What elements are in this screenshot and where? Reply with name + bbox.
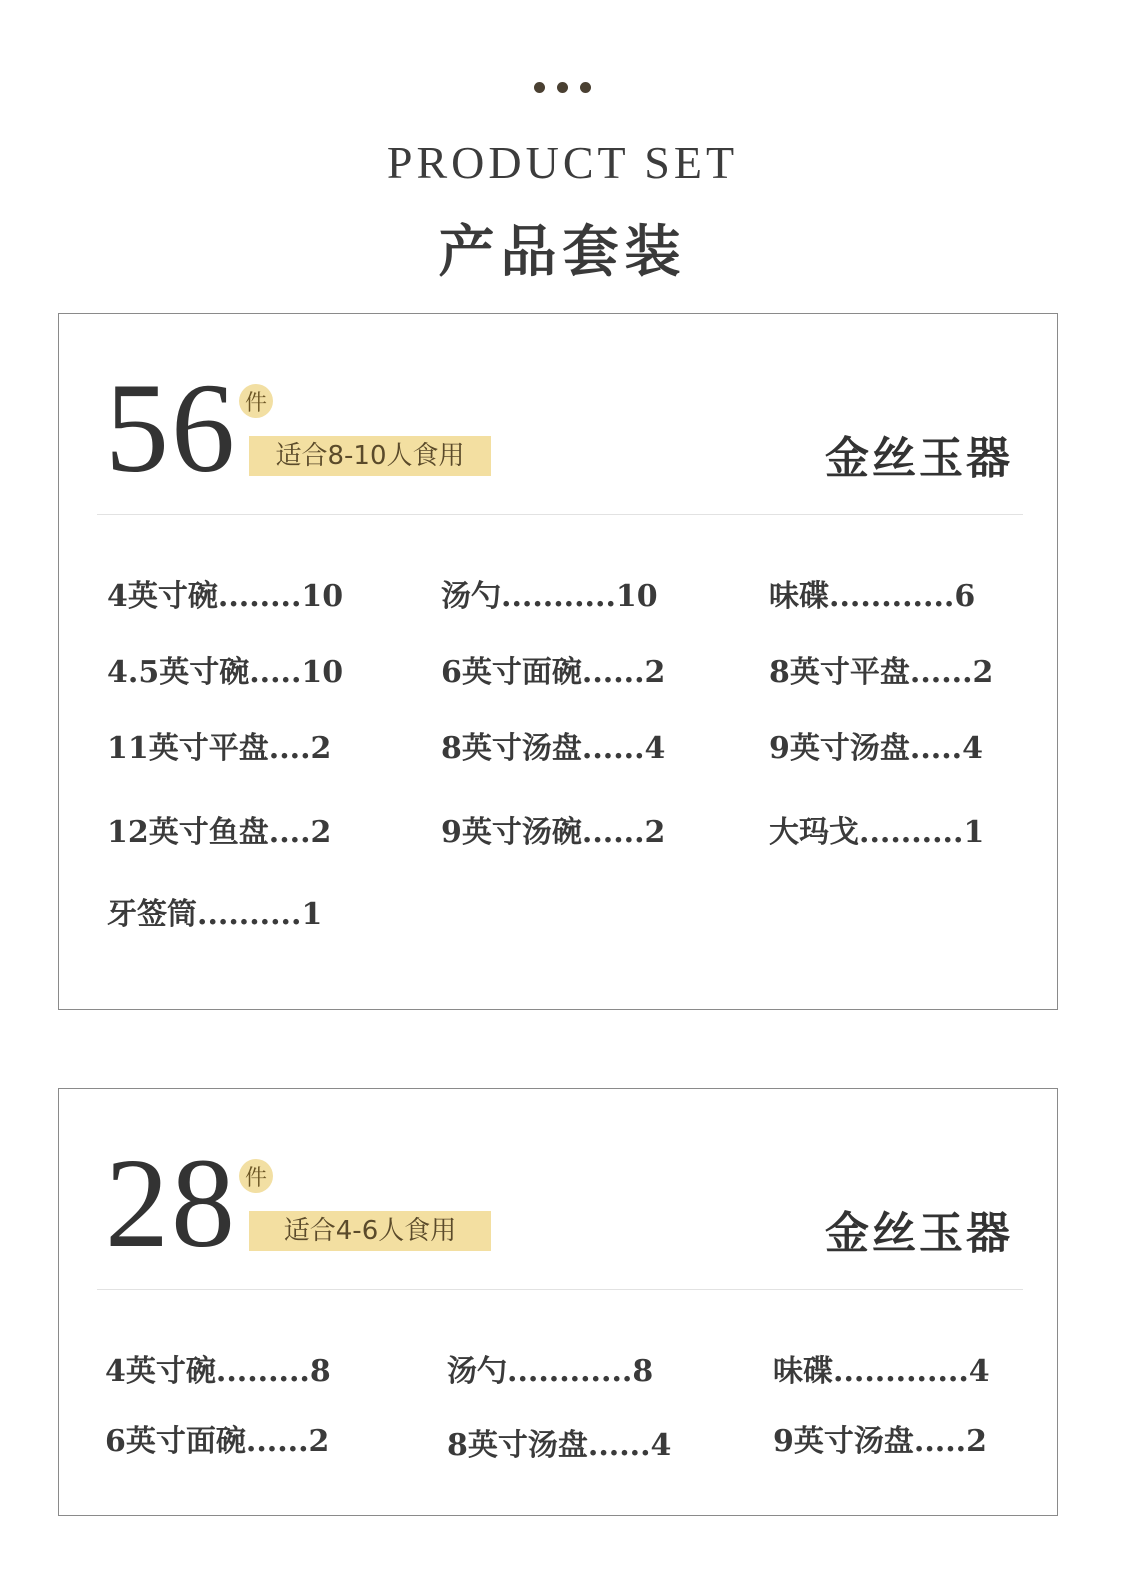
dot-icon	[557, 82, 568, 93]
list-item: 8英寸平盘......2	[769, 655, 994, 690]
list-item: 9英寸汤碗......2	[441, 815, 666, 850]
list-item: 汤勺...........10	[441, 579, 658, 614]
title-english: PRODUCT SET	[386, 137, 739, 188]
list-item: 8英寸汤盘......4	[441, 731, 666, 766]
list-item: 6英寸面碗......2	[105, 1424, 330, 1459]
product-set-card-28	[58, 1088, 1058, 1516]
dot-icon	[580, 82, 591, 93]
list-item: 4英寸碗........10	[107, 579, 344, 614]
list-item: 味碟.............4	[773, 1354, 990, 1389]
list-item: 6英寸面碗......2	[441, 655, 666, 690]
unit-badge: 件	[239, 1159, 273, 1193]
divider	[97, 514, 1023, 515]
list-item: 4英寸碗.........8	[105, 1354, 331, 1389]
list-item: 大玛戈..........1	[769, 815, 985, 850]
unit-badge: 件	[239, 384, 273, 418]
list-item: 9英寸汤盘.....2	[773, 1424, 987, 1459]
list-item: 牙签筒..........1	[107, 897, 323, 932]
serving-tag: 适合8-10人食用	[249, 436, 491, 476]
list-item: 味碟............6	[769, 579, 976, 614]
list-item: 11英寸平盘....2	[107, 731, 332, 766]
list-item: 4.5英寸碗.....10	[107, 655, 344, 690]
title-chinese: 产品套装	[438, 219, 687, 285]
divider	[97, 1289, 1023, 1290]
brand-name: 金丝玉器	[825, 433, 1013, 484]
list-item: 汤勺............8	[447, 1354, 654, 1389]
serving-tag: 适合4-6人食用	[249, 1211, 491, 1251]
brand-name: 金丝玉器	[825, 1208, 1013, 1259]
dot-icon	[534, 82, 545, 93]
piece-count: 56	[105, 357, 237, 499]
piece-count: 28	[105, 1132, 237, 1274]
list-item: 8英寸汤盘......4	[447, 1428, 672, 1463]
product-set-card-56	[58, 313, 1058, 1010]
list-item: 12英寸鱼盘....2	[107, 815, 332, 850]
decorative-dots	[0, 82, 1125, 93]
list-item: 9英寸汤盘.....4	[769, 731, 983, 766]
